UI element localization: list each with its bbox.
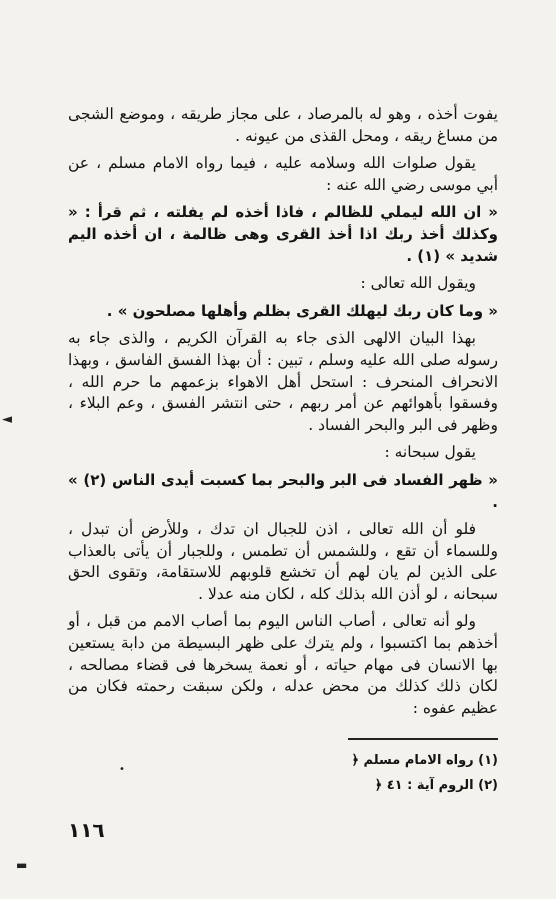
page-number: ١١٦ — [68, 818, 105, 842]
paragraph-1: يفوت أخذه ، وهو له بالمرصاد ، على مجاز طريقه ، وموضع الشجى من مساغ ريقه ، ومحل القذى من عيونه . — [68, 105, 498, 145]
paragraph-5: يقول سبحانه : — [384, 443, 476, 462]
footnote-1: (١) رواه الامام مسلم ﴿ — [351, 753, 498, 768]
footnote-divider — [348, 738, 498, 740]
quote-verse-1: « وما كان ربك ليهلك القرى بظلم وأهلها مصلحون » . — [106, 301, 498, 320]
margin-mark-icon: ◄ — [2, 412, 12, 427]
margin-mark-bottom-icon: ▬ — [16, 858, 28, 872]
quote-hadith: « ان الله ليملي للظالم ، فاذا أخذه لم يفلته ، ثم قرأ : « وكذلك أخذ ربك اذا أخذ القرى وهى ظالمة ، ان أخذه اليم شديد » (١) . — [68, 203, 498, 265]
footnotes — [68, 738, 498, 798]
paragraph-3: ويقول الله تعالى : — [360, 274, 476, 293]
footnote-2: (٢) الروم آية : ٤١ ﴿ — [374, 778, 498, 793]
quote-verse-2: « ظهر الفساد فى البر والبحر بما كسبت أيدى الناس (٢) » . — [68, 470, 498, 511]
paragraph-4: بهذا البيان الالهى الذى جاء به القرآن الكريم ، والذى جاء به رسوله صلى الله عليه وسلم ، تبين : أن بهذا الفسق الفاسق ، وبهذا الانحراف المنحرف : استحل أهل الاهواء بزعمهم ما حرم الله ، وفسقوا بأهوائهم عن أمر ربهم ، حتى انتشر الفسق ، وعم البلاء ، وظهر فى البر والبحر الفساد . — [68, 329, 498, 434]
paragraph-6: فلو أن الله تعالى ، اذن للجبال ان تدك ، وللأرض أن تبدل ، وللسماء أن تقع ، وللشمس أن تطمس ، وللجبار أن يأتى بالعذاب على الذين لم يان لهم أن تخشع قلوبهم للاستقامة، وتقوى الحق سبحانه ، لو أذن الله بذلك كله ، لكان منه عدلا . — [68, 520, 498, 603]
page-body — [68, 104, 498, 719]
speck-icon: • — [119, 764, 125, 775]
paragraph-7: ولو أنه تعالى ، أصاب الناس اليوم بما أصاب الامم من قبل ، أو أخذهم بما اكتسبوا ، ولم يترك على ظهر البسيطة من دابة يستعين بها الانسان فى مهام حياته ، أو نعمة يسخرها فى قضاء مصالحه ، لكان ذلك كذلك من محض عدله ، ولكن سبقت رحمته فكان من عظيم عفوه : — [68, 612, 498, 717]
paragraph-2: يقول صلوات الله وسلامه عليه ، فيما رواه الامام مسلم ، عن أبي موسى رضي الله عنه : — [68, 154, 498, 194]
